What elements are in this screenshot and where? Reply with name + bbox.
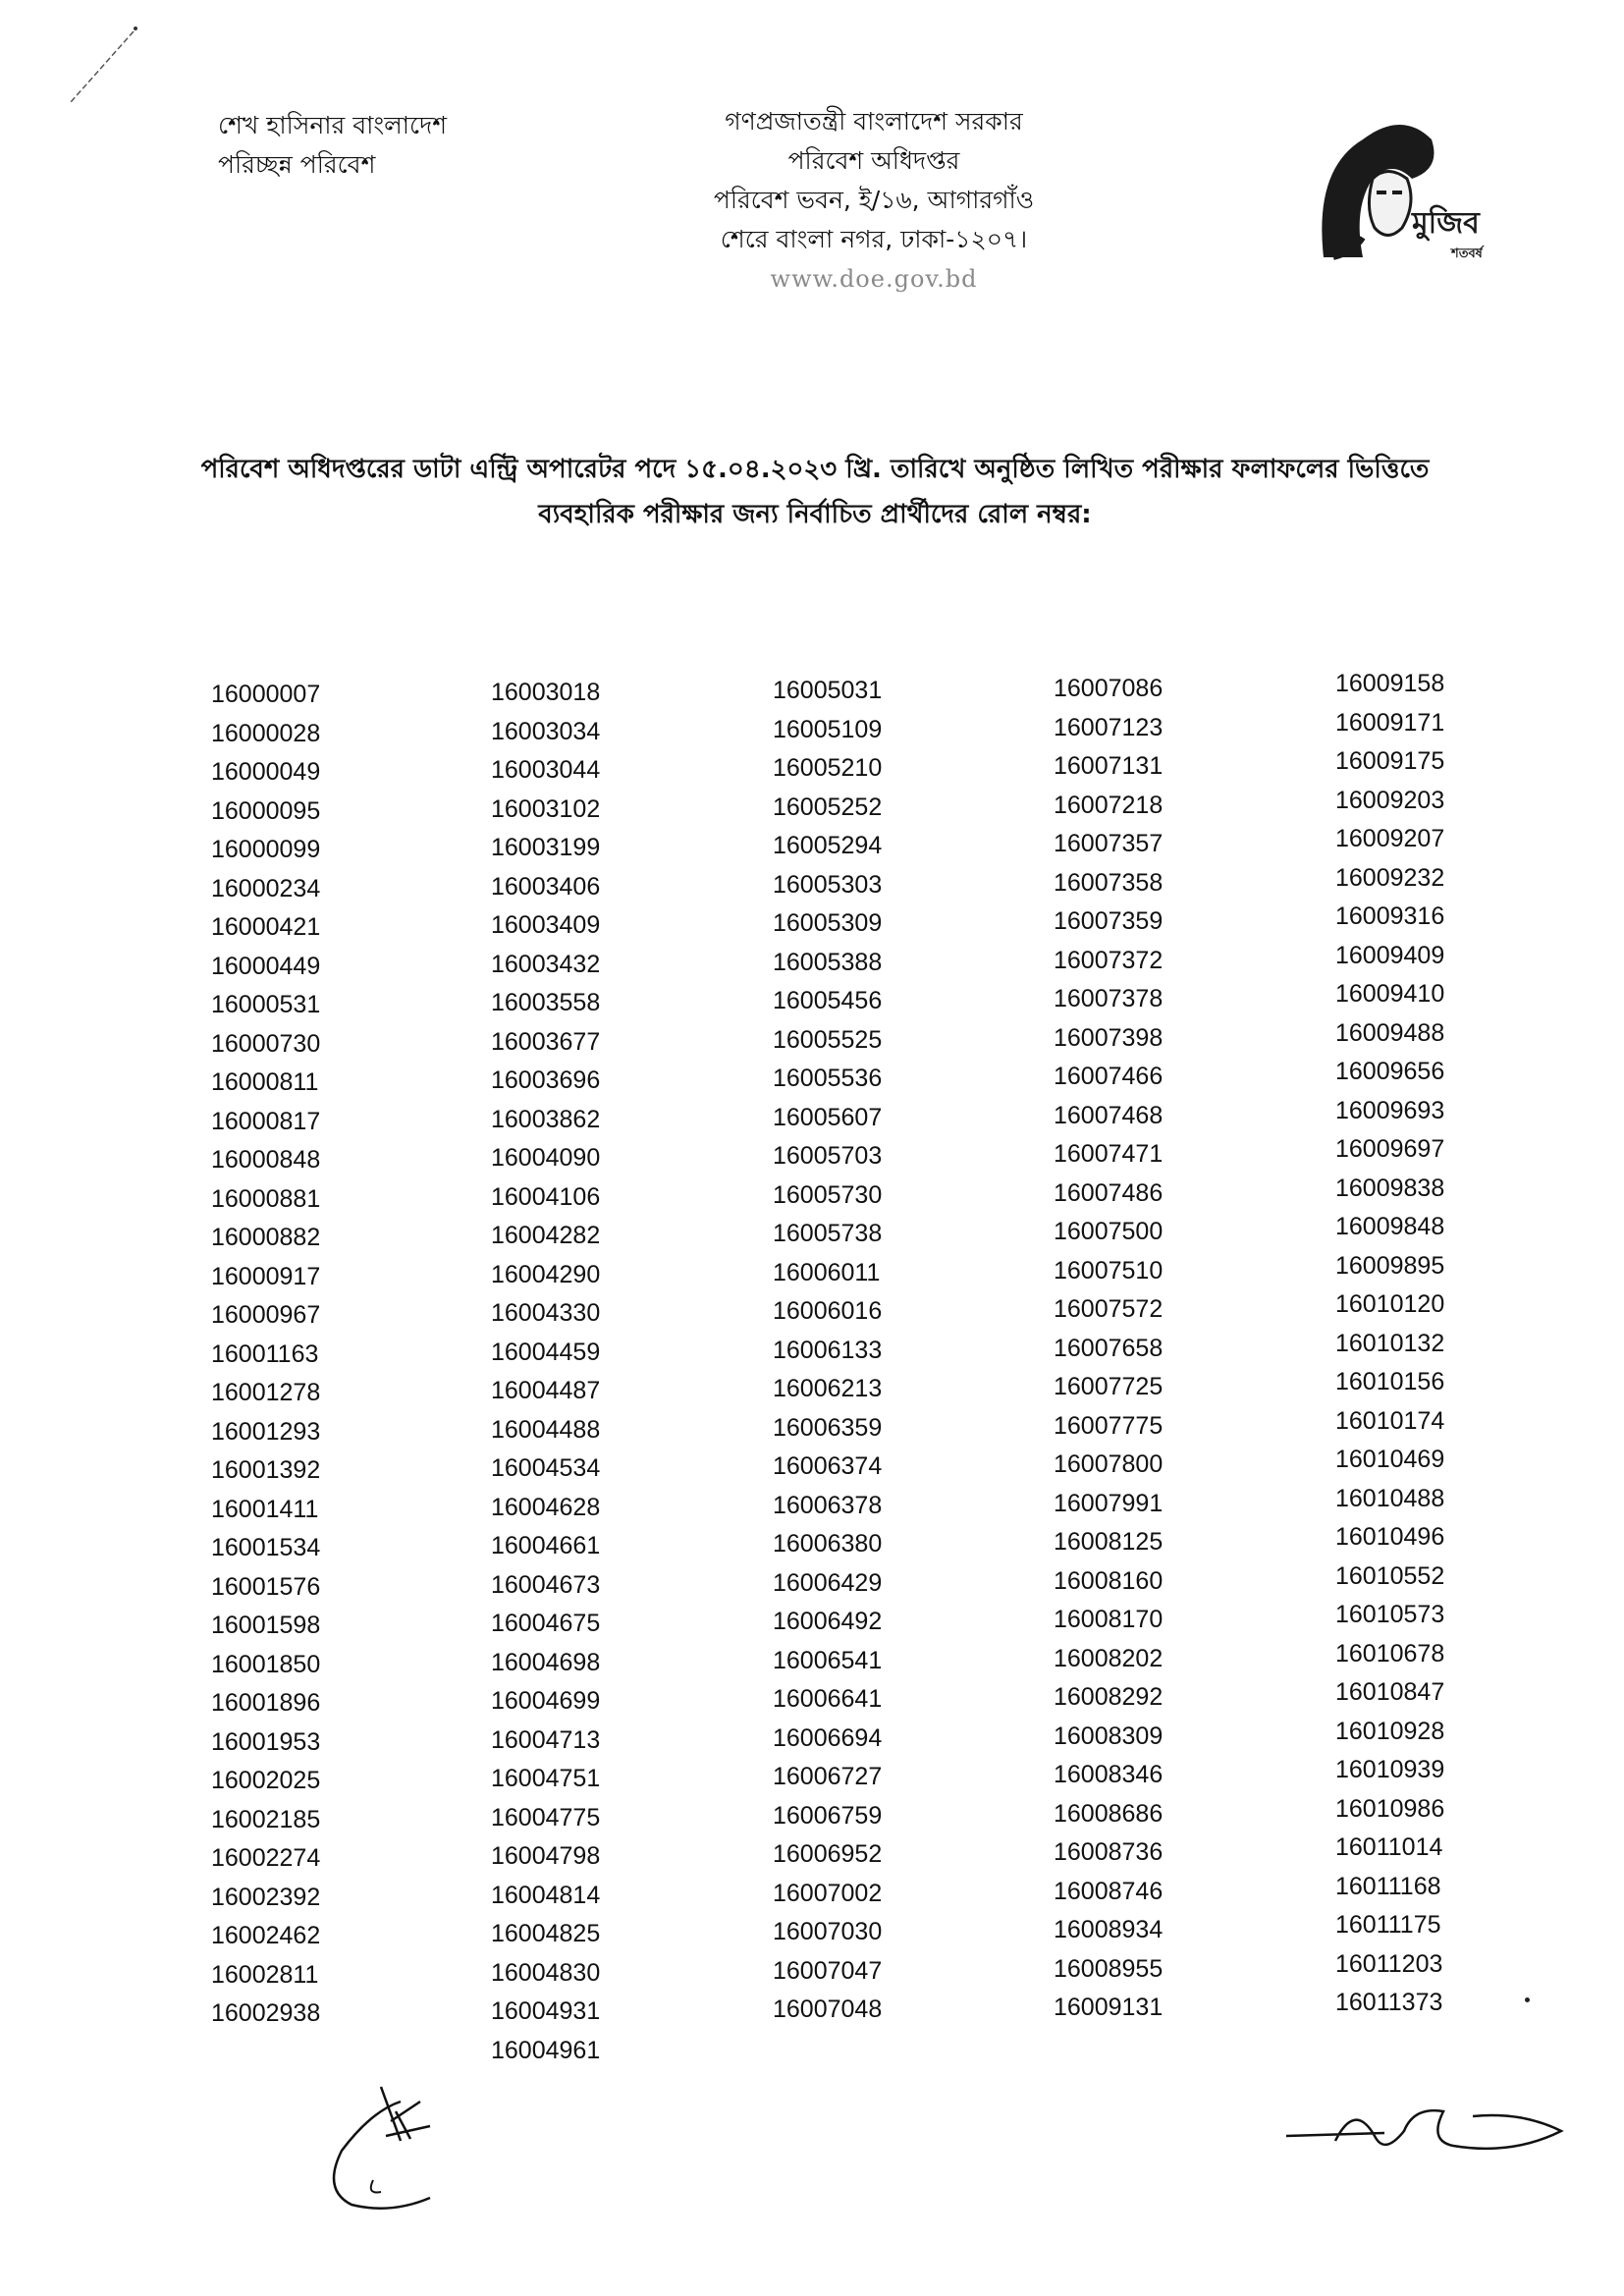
roll-number: 16004488 <box>491 1415 601 1444</box>
roll-number: 16004961 <box>491 2036 601 2064</box>
letterhead <box>628 102 1119 299</box>
roll-number: 16008955 <box>1054 1954 1164 1983</box>
roll-number: 16006374 <box>773 1452 883 1480</box>
logo-text-sub: শতবর্ষ <box>1451 246 1483 261</box>
roll-number: 16000730 <box>211 1029 321 1058</box>
roll-number: 16006641 <box>773 1685 883 1713</box>
roll-number: 16004090 <box>491 1144 601 1172</box>
roll-number: 16008160 <box>1054 1566 1164 1595</box>
roll-number: 16009158 <box>1335 670 1445 697</box>
roll-number: 16010156 <box>1335 1368 1445 1395</box>
roll-number: 16006952 <box>773 1840 883 1868</box>
roll-number: 16000049 <box>211 758 321 786</box>
roll-number: 16010469 <box>1335 1446 1445 1473</box>
roll-number: 16007358 <box>1054 868 1164 897</box>
roll-number: 16004751 <box>491 1765 601 1792</box>
roll-number: 16003862 <box>491 1105 601 1133</box>
roll-number: 16003558 <box>491 989 601 1016</box>
roll-number: 16010552 <box>1335 1561 1445 1590</box>
roll-number: 16007123 <box>1054 713 1164 741</box>
roll-number: 16006359 <box>773 1413 883 1442</box>
roll-number-list <box>0 670 1624 2070</box>
roll-number: 16009693 <box>1335 1096 1445 1124</box>
roll-number: 16006133 <box>773 1336 883 1364</box>
roll-number: 16008292 <box>1054 1683 1164 1711</box>
roll-number: 16005738 <box>773 1220 883 1247</box>
roll-number: 16010939 <box>1335 1756 1445 1783</box>
roll-number: 16001392 <box>211 1456 321 1484</box>
roll-number: 16011168 <box>1335 1872 1441 1900</box>
roll-number: 16007047 <box>773 1956 883 1985</box>
roll-number: 16004459 <box>491 1338 601 1366</box>
roll-number: 16009316 <box>1335 902 1445 930</box>
corner-pen-mark <box>65 24 143 112</box>
roll-number: 16006541 <box>773 1646 883 1674</box>
govt-name: গণপ্রজাতন্ত্রী বাংলাদেশ সরকার <box>725 107 1023 136</box>
roll-number: 16000917 <box>211 1262 321 1290</box>
roll-number: 16004675 <box>491 1610 601 1637</box>
roll-number: 16005031 <box>773 677 883 704</box>
roll-number: 16005210 <box>773 754 883 782</box>
roll-number: 16004713 <box>491 1725 601 1754</box>
roll-number: 16007357 <box>1054 830 1164 857</box>
roll-number: 16002462 <box>211 1922 321 1949</box>
roll-number: 16005730 <box>773 1180 883 1209</box>
roll-number: 16002274 <box>211 1844 321 1872</box>
roll-number: 16005109 <box>773 715 883 743</box>
roll-number: 16009232 <box>1335 863 1445 892</box>
roll-number: 16003677 <box>491 1027 601 1056</box>
signature-left <box>302 2082 499 2219</box>
roll-number: 16003432 <box>491 950 601 978</box>
roll-number: 16005309 <box>773 909 883 937</box>
roll-number: 16000848 <box>211 1146 321 1174</box>
roll-number: 16000028 <box>211 719 321 747</box>
roll-number: 16002025 <box>211 1767 321 1794</box>
roll-number: 16004775 <box>491 1803 601 1831</box>
roll-number: 16009838 <box>1335 1174 1445 1202</box>
roll-number: 16009131 <box>1054 1994 1164 2021</box>
notice-line-1: পরিবেশ অধিদপ্তরের ডাটা এন্ট্রি অপারেটর পদে ১৫.০৪.২০২৩ খ্রি. তারিখে অনুষ্ঠিত লিখিত পরীক্ষার ফলাফলের ভিত্তিতে <box>200 455 1430 484</box>
roll-number: 16010132 <box>1335 1329 1445 1357</box>
roll-number: 16009848 <box>1335 1213 1445 1240</box>
roll-column-4 <box>1054 670 1250 2028</box>
roll-number: 16007030 <box>773 1918 883 1945</box>
roll-number: 16003696 <box>491 1066 601 1094</box>
address-line-1: পরিবেশ ভবন, ই/১৬, আগারগাঁও <box>713 186 1035 214</box>
roll-number: 16002811 <box>211 1960 319 1989</box>
roll-number: 16004825 <box>491 1920 601 1947</box>
roll-number: 16006429 <box>773 1568 883 1597</box>
roll-number: 16006694 <box>773 1723 883 1752</box>
roll-number: 16000882 <box>211 1224 321 1251</box>
roll-number: 16004830 <box>491 1958 601 1987</box>
roll-number: 16001163 <box>211 1339 319 1368</box>
roll-number: 16009895 <box>1335 1251 1445 1280</box>
address-line-2: শেরে বাংলা নগর, ঢাকা-১২০৭। <box>720 225 1028 253</box>
roll-number: 16009409 <box>1335 941 1445 969</box>
roll-number: 16002938 <box>211 1999 321 2027</box>
roll-number: 16004931 <box>491 1997 601 2025</box>
signature-right <box>1276 2082 1571 2180</box>
roll-number: 16000007 <box>211 681 321 708</box>
roll-number: 16005252 <box>773 793 883 821</box>
roll-number: 16000099 <box>211 836 321 863</box>
roll-number: 16009697 <box>1335 1135 1445 1163</box>
roll-number: 16009656 <box>1335 1058 1445 1085</box>
roll-number: 16002392 <box>211 1883 321 1911</box>
roll-number: 16000811 <box>211 1068 319 1096</box>
roll-number: 16009488 <box>1335 1018 1445 1047</box>
roll-number: 16008202 <box>1054 1644 1164 1672</box>
roll-number: 16003102 <box>491 794 601 823</box>
roll-number: 16007725 <box>1054 1373 1164 1400</box>
roll-number: 16008746 <box>1054 1877 1164 1905</box>
roll-number: 16007468 <box>1054 1101 1164 1129</box>
roll-number: 16001896 <box>211 1689 321 1717</box>
roll-number: 16005703 <box>773 1142 883 1170</box>
roll-number: 16005536 <box>773 1065 883 1092</box>
roll-number: 16005303 <box>773 870 883 899</box>
roll-number: 16007398 <box>1054 1023 1164 1052</box>
roll-number: 16009207 <box>1335 825 1445 852</box>
roll-number: 16004628 <box>491 1493 601 1521</box>
roll-number: 16000531 <box>211 991 321 1018</box>
roll-number: 16010986 <box>1335 1794 1445 1823</box>
roll-number: 16004698 <box>491 1648 601 1676</box>
roll-number: 16006378 <box>773 1491 883 1519</box>
logo-text-main: মুজিব <box>1412 206 1480 241</box>
roll-number: 16005607 <box>773 1103 883 1131</box>
roll-number: 16007378 <box>1054 985 1164 1012</box>
roll-number: 16010678 <box>1335 1639 1445 1667</box>
roll-number: 16011373 <box>1335 1989 1443 2016</box>
roll-number: 16000234 <box>211 874 321 902</box>
roll-number: 16006380 <box>773 1530 883 1558</box>
roll-number: 16001293 <box>211 1417 321 1446</box>
roll-number: 16005294 <box>773 832 883 859</box>
roll-number: 16007991 <box>1054 1489 1164 1517</box>
roll-number: 16003406 <box>491 872 601 901</box>
roll-number: 16004534 <box>491 1454 601 1482</box>
roll-number: 16009171 <box>1335 708 1445 737</box>
roll-number: 16005388 <box>773 948 883 976</box>
roll-number: 16011203 <box>1335 1949 1443 1978</box>
roll-number: 16000095 <box>211 796 321 825</box>
roll-number: 16000881 <box>211 1184 321 1213</box>
roll-number: 16008309 <box>1054 1722 1164 1750</box>
roll-number: 16007048 <box>773 1995 883 2023</box>
roll-number: 16000421 <box>211 913 321 941</box>
roll-number: 16010488 <box>1335 1484 1445 1512</box>
roll-number: 16000817 <box>211 1107 321 1135</box>
slogan-line-1: শেখ হাসিনার বাংলাদেশ <box>218 111 447 139</box>
roll-number: 16003044 <box>491 756 601 784</box>
roll-number: 16004487 <box>491 1377 601 1404</box>
roll-number: 16004290 <box>491 1260 601 1288</box>
roll-number: 16000967 <box>211 1301 321 1329</box>
department-name: পরিবেশ অধিদপ্তর <box>787 146 960 175</box>
roll-number: 16011014 <box>1335 1833 1443 1861</box>
roll-number: 16007466 <box>1054 1063 1164 1090</box>
roll-number: 16010120 <box>1335 1290 1445 1318</box>
roll-number: 16007500 <box>1054 1218 1164 1245</box>
roll-number: 16008686 <box>1054 1799 1164 1828</box>
website-link[interactable]: www.doe.gov.bd <box>770 265 978 293</box>
slogan-line-2: পরিচ্ছন্ন পরিবেশ <box>218 150 376 179</box>
roll-number: 16004798 <box>491 1842 601 1870</box>
roll-number: 16007800 <box>1054 1450 1164 1478</box>
roll-number: 16007002 <box>773 1879 883 1907</box>
slogan <box>218 106 447 185</box>
roll-number: 16007218 <box>1054 791 1164 819</box>
roll-number: 16007572 <box>1054 1295 1164 1323</box>
roll-number: 16006759 <box>773 1801 883 1830</box>
roll-number: 16003409 <box>491 911 601 939</box>
roll-number: 16009175 <box>1335 747 1445 775</box>
roll-number: 16010496 <box>1335 1523 1445 1551</box>
roll-number: 16001278 <box>211 1379 321 1406</box>
roll-number: 16007775 <box>1054 1411 1164 1440</box>
stray-dot <box>1525 1997 1530 2002</box>
mujib-centenary-logo <box>1294 110 1510 267</box>
roll-number: 16004330 <box>491 1299 601 1327</box>
roll-number: 16006016 <box>773 1297 883 1325</box>
roll-number: 16008934 <box>1054 1916 1164 1943</box>
notice-heading <box>147 447 1483 537</box>
roll-number: 16000449 <box>211 952 321 980</box>
roll-number: 16003199 <box>491 834 601 861</box>
roll-number: 16004661 <box>491 1532 601 1559</box>
roll-number: 16010847 <box>1335 1678 1445 1706</box>
roll-number: 16010928 <box>1335 1717 1445 1745</box>
roll-number: 16007359 <box>1054 907 1164 935</box>
roll-column-5 <box>1335 665 1532 2023</box>
roll-number: 16010174 <box>1335 1406 1445 1435</box>
roll-number: 16001598 <box>211 1612 321 1639</box>
roll-number: 16009410 <box>1335 980 1445 1008</box>
roll-number: 16007510 <box>1054 1256 1164 1285</box>
roll-column-3 <box>773 672 969 2030</box>
roll-number: 16001534 <box>211 1534 321 1561</box>
roll-number: 16008170 <box>1054 1606 1164 1633</box>
roll-number: 16003018 <box>491 679 601 706</box>
roll-number: 16007131 <box>1054 752 1164 780</box>
roll-number: 16005456 <box>773 987 883 1014</box>
roll-column-1 <box>211 676 407 2034</box>
roll-number: 16004673 <box>491 1570 601 1599</box>
roll-number: 16007372 <box>1054 946 1164 974</box>
roll-number: 16001850 <box>211 1650 321 1678</box>
roll-number: 16007471 <box>1054 1140 1164 1168</box>
roll-number: 16004106 <box>491 1182 601 1211</box>
notice-line-2: ব্যবহারিক পরীক্ষার জন্য নির্বাচিত প্রার্থীদের রোল নম্বর: <box>538 500 1092 529</box>
roll-number: 16001576 <box>211 1572 321 1601</box>
roll-number: 16006492 <box>773 1608 883 1635</box>
roll-number: 16004699 <box>491 1687 601 1715</box>
roll-number: 16004814 <box>491 1881 601 1909</box>
roll-number: 16007658 <box>1054 1334 1164 1362</box>
roll-number: 16010573 <box>1335 1601 1445 1628</box>
roll-number: 16006011 <box>773 1258 881 1286</box>
roll-number: 16007086 <box>1054 675 1164 702</box>
roll-number: 16011175 <box>1335 1911 1441 1939</box>
roll-number: 16004282 <box>491 1222 601 1249</box>
roll-number: 16008125 <box>1054 1528 1164 1556</box>
roll-number: 16001411 <box>211 1495 319 1523</box>
roll-number: 16008346 <box>1054 1761 1164 1788</box>
roll-number: 16003034 <box>491 717 601 745</box>
roll-number: 16007486 <box>1054 1178 1164 1207</box>
roll-number: 16002185 <box>211 1805 321 1833</box>
roll-number: 16006213 <box>773 1375 883 1402</box>
roll-number: 16001953 <box>211 1727 321 1756</box>
roll-number: 16005525 <box>773 1025 883 1054</box>
roll-number: 16006727 <box>773 1763 883 1790</box>
roll-number: 16008736 <box>1054 1838 1164 1866</box>
roll-number: 16009203 <box>1335 786 1445 814</box>
roll-column-2 <box>491 674 687 2070</box>
